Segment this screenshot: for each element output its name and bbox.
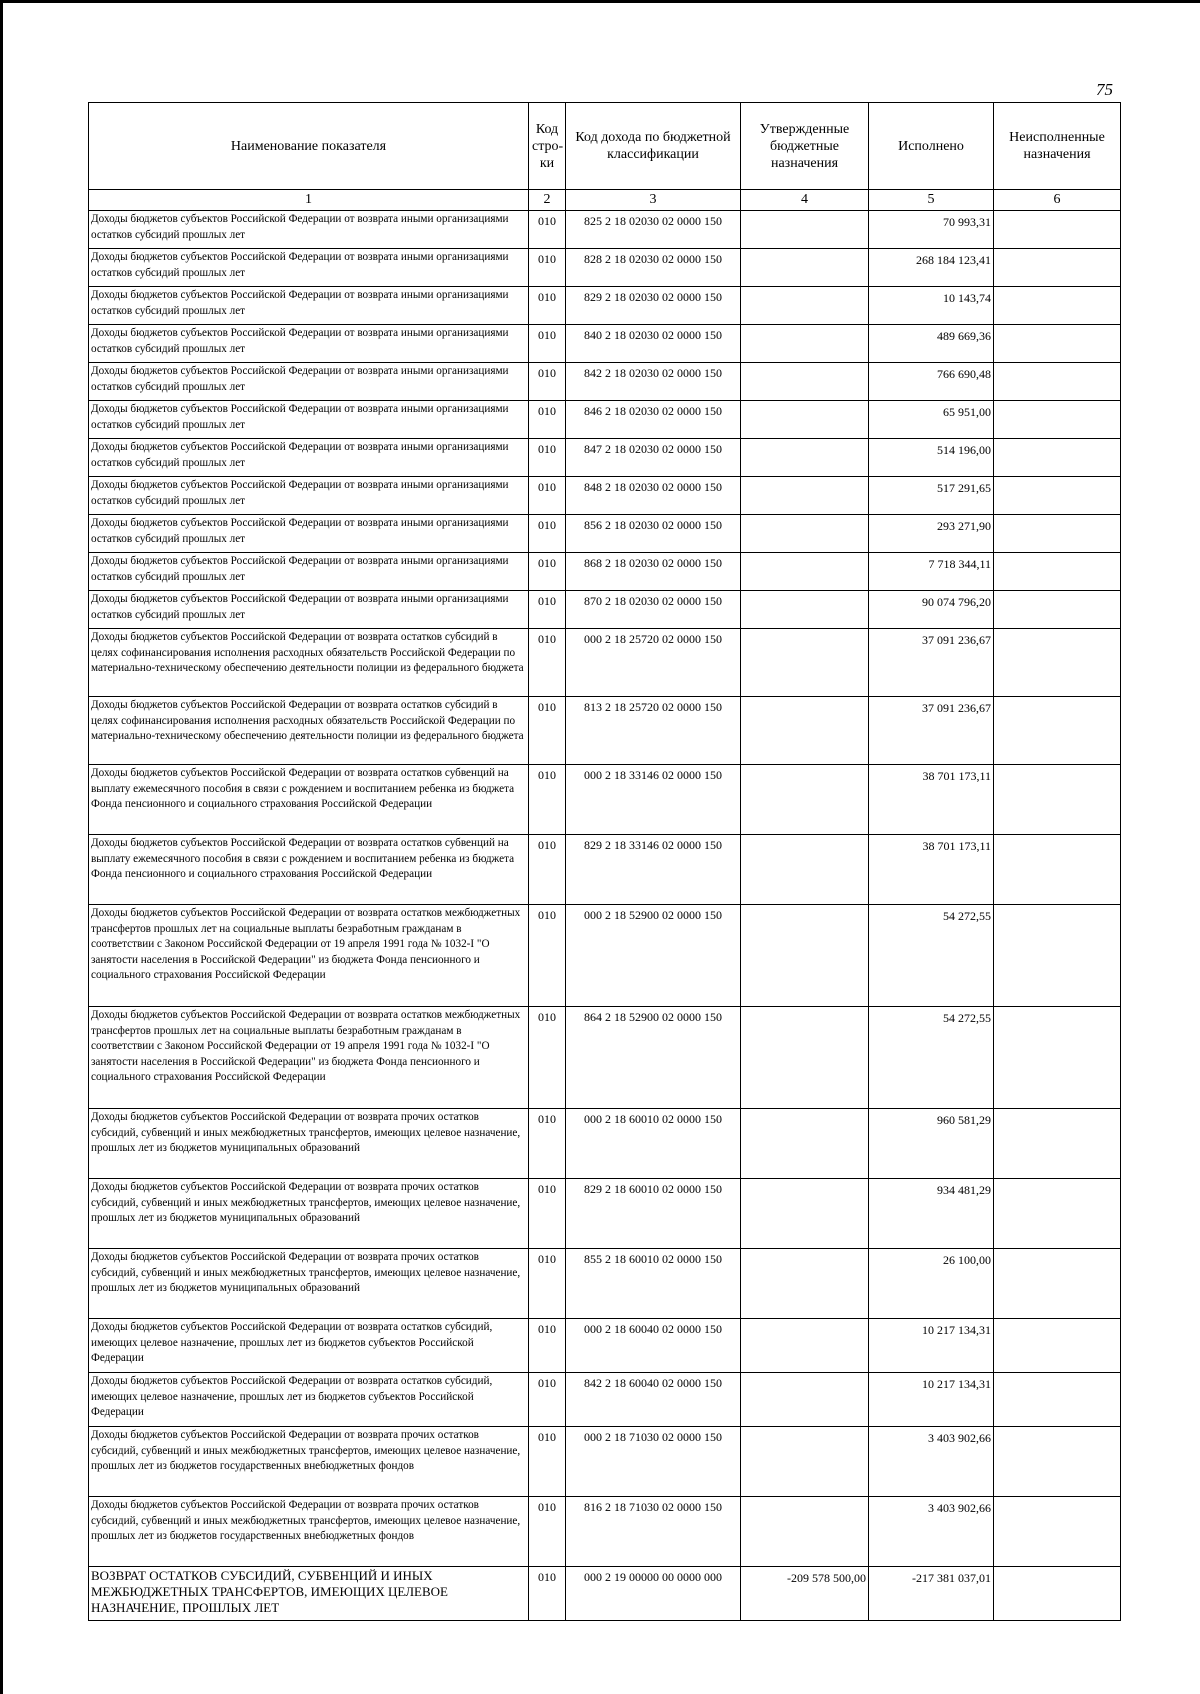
row-unexecuted [994, 1427, 1121, 1497]
row-approved [741, 287, 869, 325]
row-income-code: 000 2 18 60040 02 0000 150 [566, 1319, 741, 1373]
row-line-code: 010 [529, 629, 566, 697]
row-unexecuted [994, 1319, 1121, 1373]
table-header-row [89, 103, 1121, 190]
row-unexecuted [994, 765, 1121, 835]
row-unexecuted [994, 515, 1121, 553]
row-executed: 766 690,48 [869, 363, 994, 401]
page-top-border [0, 0, 1200, 3]
row-unexecuted [994, 249, 1121, 287]
row-income-code: 870 2 18 02030 02 0000 150 [566, 591, 741, 629]
row-line-code: 010 [529, 287, 566, 325]
row-income-code: 840 2 18 02030 02 0000 150 [566, 325, 741, 363]
row-executed: 514 196,00 [869, 439, 994, 477]
row-unexecuted [994, 287, 1121, 325]
row-executed: 54 272,55 [869, 1007, 994, 1109]
table-row [89, 1427, 1121, 1497]
row-approved [741, 515, 869, 553]
row-unexecuted [994, 363, 1121, 401]
row-line-code: 010 [529, 835, 566, 905]
row-unexecuted [994, 835, 1121, 905]
row-executed: 38 701 173,11 [869, 835, 994, 905]
row-unexecuted [994, 629, 1121, 697]
page-number: 75 [1096, 80, 1113, 99]
column-numbers-row [89, 190, 1121, 211]
row-approved [741, 629, 869, 697]
row-name: Доходы бюджетов субъектов Российской Федерации от возврата иными организациями остатков субсидий прошлых лет [89, 249, 529, 287]
row-name: Доходы бюджетов субъектов Российской Федерации от возврата прочих остатков субсидий, субвенций и иных межбюджетных трансфертов, имеющих целевое назначение, прошлых лет из бюджетов муниципальных образований [89, 1179, 529, 1249]
row-line-code: 010 [529, 515, 566, 553]
row-executed: 517 291,65 [869, 477, 994, 515]
row-executed: 37 091 236,67 [869, 697, 994, 765]
header-line-code: Код стро-ки [529, 103, 566, 190]
table-body [89, 211, 1121, 1621]
table-row [89, 1179, 1121, 1249]
row-approved [741, 439, 869, 477]
table-row [89, 629, 1121, 697]
row-line-code: 010 [529, 1567, 566, 1621]
row-name: Доходы бюджетов субъектов Российской Федерации от возврата иными организациями остатков субсидий прошлых лет [89, 477, 529, 515]
row-executed: -217 381 037,01 [869, 1567, 994, 1621]
table-row [89, 1497, 1121, 1567]
row-unexecuted [994, 1109, 1121, 1179]
row-income-code: 828 2 18 02030 02 0000 150 [566, 249, 741, 287]
row-executed: 934 481,29 [869, 1179, 994, 1249]
row-name: Доходы бюджетов субъектов Российской Федерации от возврата остатков субвенций на выплату ежемесячного пособия в связи с рождением и воспитанием ребенка из бюджета Фонда пенсионного и социального страхования Российской Федерации [89, 765, 529, 835]
row-name: Доходы бюджетов субъектов Российской Федерации от возврата остатков субвенций на выплату ежемесячного пособия в связи с рождением и воспитанием ребенка из бюджета Фонда пенсионного и социального страхования Российской Федерации [89, 835, 529, 905]
row-line-code: 010 [529, 249, 566, 287]
row-name: Доходы бюджетов субъектов Российской Федерации от возврата иными организациями остатков субсидий прошлых лет [89, 553, 529, 591]
table-row [89, 439, 1121, 477]
header-income-code: Код дохода по бюджетной классификации [566, 103, 741, 190]
row-executed: 54 272,55 [869, 905, 994, 1007]
row-line-code: 010 [529, 1109, 566, 1179]
budget-income-table [88, 102, 1121, 1621]
row-income-code: 000 2 19 00000 00 0000 000 [566, 1567, 741, 1621]
row-name: Доходы бюджетов субъектов Российской Федерации от возврата иными организациями остатков субсидий прошлых лет [89, 325, 529, 363]
row-unexecuted [994, 401, 1121, 439]
row-income-code: 842 2 18 60040 02 0000 150 [566, 1373, 741, 1427]
row-executed: 38 701 173,11 [869, 765, 994, 835]
row-unexecuted [994, 1497, 1121, 1567]
row-unexecuted [994, 591, 1121, 629]
row-line-code: 010 [529, 1427, 566, 1497]
row-unexecuted [994, 1179, 1121, 1249]
row-approved [741, 835, 869, 905]
row-executed: 7 718 344,11 [869, 553, 994, 591]
row-unexecuted [994, 1007, 1121, 1109]
header-unexecuted: Неисполненные назначения [994, 103, 1121, 190]
table-row [89, 1373, 1121, 1427]
column-number: 6 [994, 190, 1121, 211]
row-line-code: 010 [529, 1497, 566, 1567]
row-income-code: 842 2 18 02030 02 0000 150 [566, 363, 741, 401]
row-executed: 3 403 902,66 [869, 1497, 994, 1567]
table-row [89, 1567, 1121, 1621]
row-approved [741, 1179, 869, 1249]
header-approved: Утвержденные бюджетные назначения [741, 103, 869, 190]
row-executed: 90 074 796,20 [869, 591, 994, 629]
row-approved [741, 697, 869, 765]
row-line-code: 010 [529, 905, 566, 1007]
row-approved [741, 591, 869, 629]
column-number: 1 [89, 190, 529, 211]
row-line-code: 010 [529, 401, 566, 439]
row-approved [741, 1373, 869, 1427]
column-number: 3 [566, 190, 741, 211]
table-row [89, 553, 1121, 591]
row-income-code: 855 2 18 60010 02 0000 150 [566, 1249, 741, 1319]
row-executed: 293 271,90 [869, 515, 994, 553]
column-number: 4 [741, 190, 869, 211]
row-income-code: 000 2 18 60010 02 0000 150 [566, 1109, 741, 1179]
row-income-code: 856 2 18 02030 02 0000 150 [566, 515, 741, 553]
row-unexecuted [994, 553, 1121, 591]
row-name: Доходы бюджетов субъектов Российской Федерации от возврата остатков субсидий, имеющих целевое назначение, прошлых лет из бюджетов субъектов Российской Федерации [89, 1319, 529, 1373]
row-income-code: 829 2 18 60010 02 0000 150 [566, 1179, 741, 1249]
row-approved [741, 477, 869, 515]
row-executed: 489 669,36 [869, 325, 994, 363]
row-unexecuted [994, 325, 1121, 363]
row-income-code: 868 2 18 02030 02 0000 150 [566, 553, 741, 591]
column-number: 5 [869, 190, 994, 211]
row-unexecuted [994, 905, 1121, 1007]
row-income-code: 813 2 18 25720 02 0000 150 [566, 697, 741, 765]
row-line-code: 010 [529, 1179, 566, 1249]
table-row [89, 591, 1121, 629]
row-name: ВОЗВРАТ ОСТАТКОВ СУБСИДИЙ, СУБВЕНЦИЙ И ИНЫХ МЕЖБЮДЖЕТНЫХ ТРАНСФЕРТОВ, ИМЕЮЩИХ ЦЕЛЕВОЕ НАЗНАЧЕНИЕ, ПРОШЛЫХ ЛЕТ [89, 1567, 529, 1621]
row-income-code: 816 2 18 71030 02 0000 150 [566, 1497, 741, 1567]
table-row [89, 363, 1121, 401]
table-row [89, 515, 1121, 553]
row-approved [741, 553, 869, 591]
row-name: Доходы бюджетов субъектов Российской Федерации от возврата остатков субсидий в целях софинансирования исполнения расходных обязательств Российской Федерации по материально-техническому обеспечению деятельности полиции из федерального бюджета [89, 629, 529, 697]
table-row [89, 835, 1121, 905]
row-name: Доходы бюджетов субъектов Российской Федерации от возврата иными организациями остатков субсидий прошлых лет [89, 287, 529, 325]
row-approved [741, 1497, 869, 1567]
table-row [89, 477, 1121, 515]
row-name: Доходы бюджетов субъектов Российской Федерации от возврата иными организациями остатков субсидий прошлых лет [89, 401, 529, 439]
row-approved [741, 905, 869, 1007]
row-approved [741, 363, 869, 401]
table-row [89, 765, 1121, 835]
row-approved [741, 1249, 869, 1319]
row-line-code: 010 [529, 1249, 566, 1319]
row-approved: -209 578 500,00 [741, 1567, 869, 1621]
row-approved [741, 1007, 869, 1109]
row-line-code: 010 [529, 211, 566, 249]
row-line-code: 010 [529, 697, 566, 765]
row-name: Доходы бюджетов субъектов Российской Федерации от возврата иными организациями остатков субсидий прошлых лет [89, 515, 529, 553]
row-executed: 65 951,00 [869, 401, 994, 439]
row-unexecuted [994, 1567, 1121, 1621]
row-executed: 37 091 236,67 [869, 629, 994, 697]
row-executed: 26 100,00 [869, 1249, 994, 1319]
row-income-code: 825 2 18 02030 02 0000 150 [566, 211, 741, 249]
row-line-code: 010 [529, 363, 566, 401]
row-line-code: 010 [529, 325, 566, 363]
row-executed: 70 993,31 [869, 211, 994, 249]
row-unexecuted [994, 477, 1121, 515]
row-executed: 10 217 134,31 [869, 1319, 994, 1373]
row-name: Доходы бюджетов субъектов Российской Федерации от возврата остатков субсидий в целях софинансирования исполнения расходных обязательств Российской Федерации по материально-техническому обеспечению деятельности полиции из федерального бюджета [89, 697, 529, 765]
row-approved [741, 211, 869, 249]
row-line-code: 010 [529, 553, 566, 591]
row-name: Доходы бюджетов субъектов Российской Федерации от возврата иными организациями остатков субсидий прошлых лет [89, 591, 529, 629]
row-approved [741, 765, 869, 835]
row-approved [741, 1427, 869, 1497]
table-row [89, 1319, 1121, 1373]
table-row [89, 697, 1121, 765]
column-number: 2 [529, 190, 566, 211]
row-unexecuted [994, 211, 1121, 249]
row-income-code: 829 2 18 33146 02 0000 150 [566, 835, 741, 905]
row-line-code: 010 [529, 1319, 566, 1373]
row-approved [741, 325, 869, 363]
row-executed: 10 143,74 [869, 287, 994, 325]
row-line-code: 010 [529, 591, 566, 629]
row-name: Доходы бюджетов субъектов Российской Федерации от возврата иными организациями остатков субсидий прошлых лет [89, 211, 529, 249]
row-name: Доходы бюджетов субъектов Российской Федерации от возврата прочих остатков субсидий, субвенций и иных межбюджетных трансфертов, имеющих целевое назначение, прошлых лет из бюджетов государственных внебюджетных фондов [89, 1427, 529, 1497]
table-row [89, 1007, 1121, 1109]
row-line-code: 010 [529, 1373, 566, 1427]
row-income-code: 846 2 18 02030 02 0000 150 [566, 401, 741, 439]
row-line-code: 010 [529, 765, 566, 835]
table-row [89, 325, 1121, 363]
row-line-code: 010 [529, 1007, 566, 1109]
row-approved [741, 401, 869, 439]
row-executed: 3 403 902,66 [869, 1427, 994, 1497]
row-name: Доходы бюджетов субъектов Российской Федерации от возврата прочих остатков субсидий, субвенций и иных межбюджетных трансфертов, имеющих целевое назначение, прошлых лет из бюджетов муниципальных образований [89, 1109, 529, 1179]
row-name: Доходы бюджетов субъектов Российской Федерации от возврата иными организациями остатков субсидий прошлых лет [89, 439, 529, 477]
row-approved [741, 1319, 869, 1373]
row-unexecuted [994, 697, 1121, 765]
row-income-code: 000 2 18 52900 02 0000 150 [566, 905, 741, 1007]
header-name: Наименование показателя [89, 103, 529, 190]
table-row [89, 287, 1121, 325]
row-name: Доходы бюджетов субъектов Российской Федерации от возврата иными организациями остатков субсидий прошлых лет [89, 363, 529, 401]
row-income-code: 000 2 18 25720 02 0000 150 [566, 629, 741, 697]
page-left-border [0, 0, 3, 1694]
row-income-code: 829 2 18 02030 02 0000 150 [566, 287, 741, 325]
row-income-code: 864 2 18 52900 02 0000 150 [566, 1007, 741, 1109]
row-approved [741, 1109, 869, 1179]
table-row [89, 211, 1121, 249]
row-executed: 960 581,29 [869, 1109, 994, 1179]
table-row [89, 249, 1121, 287]
row-unexecuted [994, 439, 1121, 477]
table-row [89, 401, 1121, 439]
row-income-code: 847 2 18 02030 02 0000 150 [566, 439, 741, 477]
row-income-code: 000 2 18 33146 02 0000 150 [566, 765, 741, 835]
header-executed: Исполнено [869, 103, 994, 190]
row-name: Доходы бюджетов субъектов Российской Федерации от возврата остатков межбюджетных трансфертов прошлых лет на социальные выплаты безработным гражданам в соответствии с Законом Российской Федерации от 19 апреля 1991 года № 1032-I "О занятости населения в Российской Федерации" из бюджета Фонда пенсионного и социального страхования Российской Федерации [89, 905, 529, 1007]
row-income-code: 848 2 18 02030 02 0000 150 [566, 477, 741, 515]
row-name: Доходы бюджетов субъектов Российской Федерации от возврата прочих остатков субсидий, субвенций и иных межбюджетных трансфертов, имеющих целевое назначение, прошлых лет из бюджетов государственных внебюджетных фондов [89, 1497, 529, 1567]
row-income-code: 000 2 18 71030 02 0000 150 [566, 1427, 741, 1497]
row-name: Доходы бюджетов субъектов Российской Федерации от возврата прочих остатков субсидий, субвенций и иных межбюджетных трансфертов, имеющих целевое назначение, прошлых лет из бюджетов муниципальных образований [89, 1249, 529, 1319]
row-unexecuted [994, 1249, 1121, 1319]
row-executed: 268 184 123,41 [869, 249, 994, 287]
row-line-code: 010 [529, 477, 566, 515]
row-approved [741, 249, 869, 287]
table-row [89, 1249, 1121, 1319]
row-name: Доходы бюджетов субъектов Российской Федерации от возврата остатков субсидий, имеющих целевое назначение, прошлых лет из бюджетов субъектов Российской Федерации [89, 1373, 529, 1427]
table-row [89, 1109, 1121, 1179]
row-name: Доходы бюджетов субъектов Российской Федерации от возврата остатков межбюджетных трансфертов прошлых лет на социальные выплаты безработным гражданам в соответствии с Законом Российской Федерации от 19 апреля 1991 года № 1032-I "О занятости населения в Российской Федерации" из бюджета Фонда пенсионного и социального страхования Российской Федерации [89, 1007, 529, 1109]
row-executed: 10 217 134,31 [869, 1373, 994, 1427]
row-unexecuted [994, 1373, 1121, 1427]
table-row [89, 905, 1121, 1007]
row-line-code: 010 [529, 439, 566, 477]
